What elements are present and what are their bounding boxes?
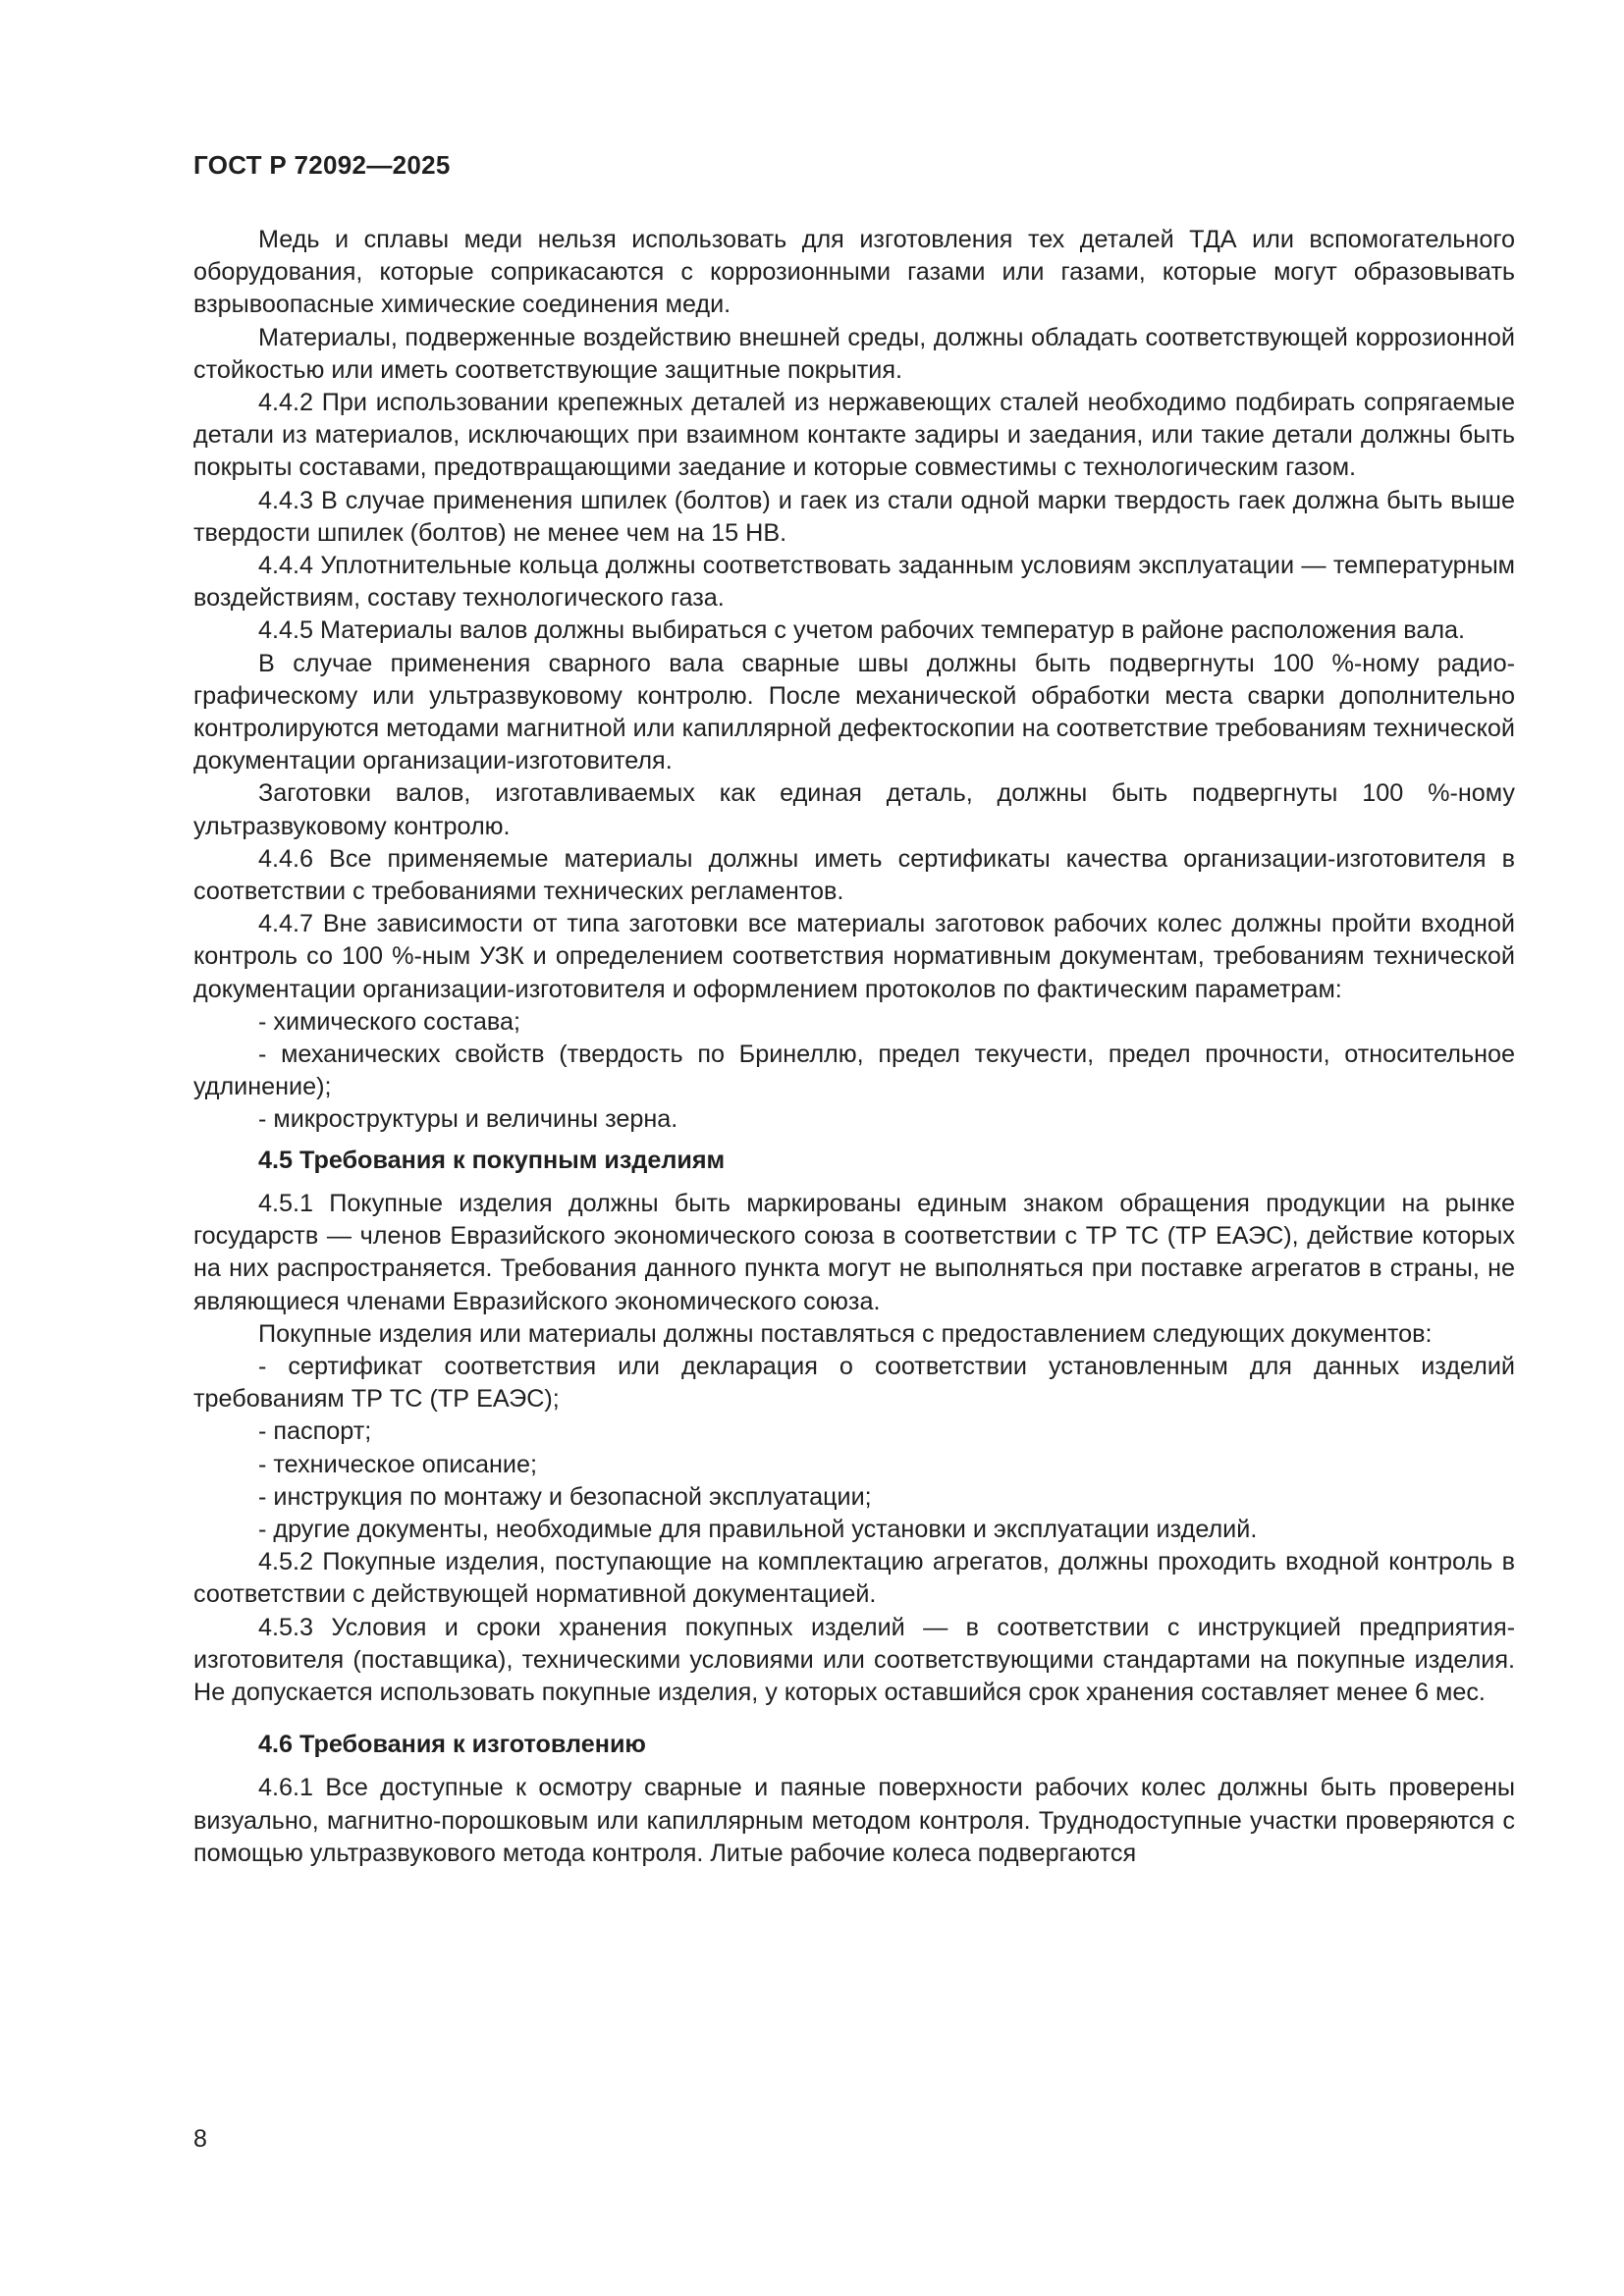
list-item-chemical: - химического состава;	[258, 1007, 520, 1036]
list-item-passport: - паспорт;	[258, 1417, 372, 1446]
paragraph-4-5-3: 4.5.3 Условия и сроки хранения покупных изделий — в соответствии с инструкцией предприятия-изготовителя (поставщика), техническими условиями или соответствующими стандартами на покупные изделия. Не допускается использовать покупные изделия, у которых оставшийся срок хранения составляет менее 6 мес.	[193, 1613, 1515, 1706]
list-item-instructions: - инструкция по монтажу и безопасной эксплуатации;	[258, 1482, 872, 1511]
paragraph-4-4-2: 4.4.2 При использовании крепежных деталей из нержавеющих сталей необходимо подбирать сопрягаемые детали из материалов, исключающих при взаимном контакте задиры и заедания, или такие детали должны быть покрыты составами, предотвращающими заедание и которые совместимы с технологическим газом.	[193, 389, 1515, 482]
paragraph-4-4-6: 4.4.6 Все применяемые материалы должны иметь сертификаты качества организации-изготовителя в соответствии с требованиями технических регламентов.	[193, 844, 1515, 906]
paragraph-4-4-4: 4.4.4 Уплотнительные кольца должны соответствовать заданным условиям эксплуатации — температурным воздействиям, составу технологического газа.	[193, 552, 1515, 613]
list-item-certificate: - сертификат соответствия или декларация о соответствии установленным для данных изделий требованиям ТР ТС (ТР ЕАЭС);	[193, 1352, 1515, 1414]
list-item-mechanical: - механических свойств (твердость по Бринеллю, предел текучести, предел прочности, относительное удлинение);	[193, 1041, 1515, 1101]
document-header-id: ГОСТ Р 72092—2025	[193, 150, 451, 180]
list-item-microstructure: - микроструктуры и величины зерна.	[258, 1105, 678, 1134]
list-item-description: - техническое описание;	[258, 1450, 538, 1478]
page-number: 8	[193, 2125, 207, 2153]
section-heading-4-6: 4.6 Требования к изготовлению	[258, 1731, 646, 1759]
paragraph-shaft-blanks: Заготовки валов, изготавливаемых как единая деталь, должны быть подвергнуты 100 %-ному ультразвуковому контролю.	[193, 779, 1515, 840]
section-heading-4-5: 4.5 Требования к покупным изделиям	[258, 1146, 726, 1174]
paragraph-4-5-2: 4.5.2 Покупные изделия, поступающие на комплектацию агрегатов, должны проходить входной контроль в соответствии с действующей нормативной документацией.	[193, 1548, 1515, 1609]
paragraph-4-5-1: 4.5.1 Покупные изделия должны быть маркированы единым знаком обращения продукции на рынке государств — членов Евразийского экономического союза в соответствии с ТР ТС (ТР ЕАЭС), действие которых на них распространяется. Требования данного пункта могут не выполняться при поставке агрегатов в страны, не являющиеся членами Евразийского экономического союза.	[193, 1189, 1515, 1315]
paragraph-purchased-documents: Покупные изделия или материалы должны поставляться с предоставлением следующих документов:	[258, 1319, 1433, 1348]
paragraph-welded-shaft: В случае применения сварного вала сварные швы должны быть подвергнуты 100 %-ному радиографическому или ультразвуковому контролю. После механической обработки места сварки дополнительно контролируются методами магнитной или капиллярной дефектоскопии на соответствие требованиям технической документации организации-изготовителя.	[193, 649, 1515, 775]
paragraph-4-6-1: 4.6.1 Все доступные к осмотру сварные и паяные поверхности рабочих колес должны быть проверены визуально, магнитно-порошковым или капиллярным методом контроля. Труднодоступные участки проверяются с помощью ультразвукового метода контроля. Литые рабочие колеса подвергаются	[193, 1774, 1515, 1867]
paragraph-copper-alloys: Медь и сплавы меди нельзя использовать для изготовления тех деталей ТДА или вспомогательного оборудования, которые соприкасаются с коррозионными газами или газами, которые могут образовывать взрывоопасные химические соединения меди.	[193, 226, 1515, 319]
paragraph-4-4-7: 4.4.7 Вне зависимости от типа заготовки все материалы заготовок рабочих колес должны пройти входной контроль со 100 %-ным УЗК и определением соответствия нормативным документам, требованиям технической документации организации-изготовителя и оформлением протоколов по фактическим параметрам:	[193, 910, 1515, 1003]
document-body	[193, 224, 1515, 1870]
paragraph-4-4-3: 4.4.3 В случае применения шпилек (болтов) и гаек из стали одной марки твердость гаек должна быть выше твердости шпилек (болтов) не менее чем на 15 НВ.	[193, 486, 1515, 547]
list-item-other-documents: - другие документы, необходимые для правильной установки и эксплуатации изделий.	[258, 1515, 1258, 1543]
paragraph-4-4-5: 4.4.5 Материалы валов должны выбираться с учетом рабочих температур в районе расположения вала.	[258, 616, 1466, 645]
paragraph-corrosion-resistance: Материалы, подверженные воздействию внешней среды, должны обладать соответствующей коррозионной стойкостью или иметь соответствующие защитные покрытия.	[193, 323, 1515, 384]
